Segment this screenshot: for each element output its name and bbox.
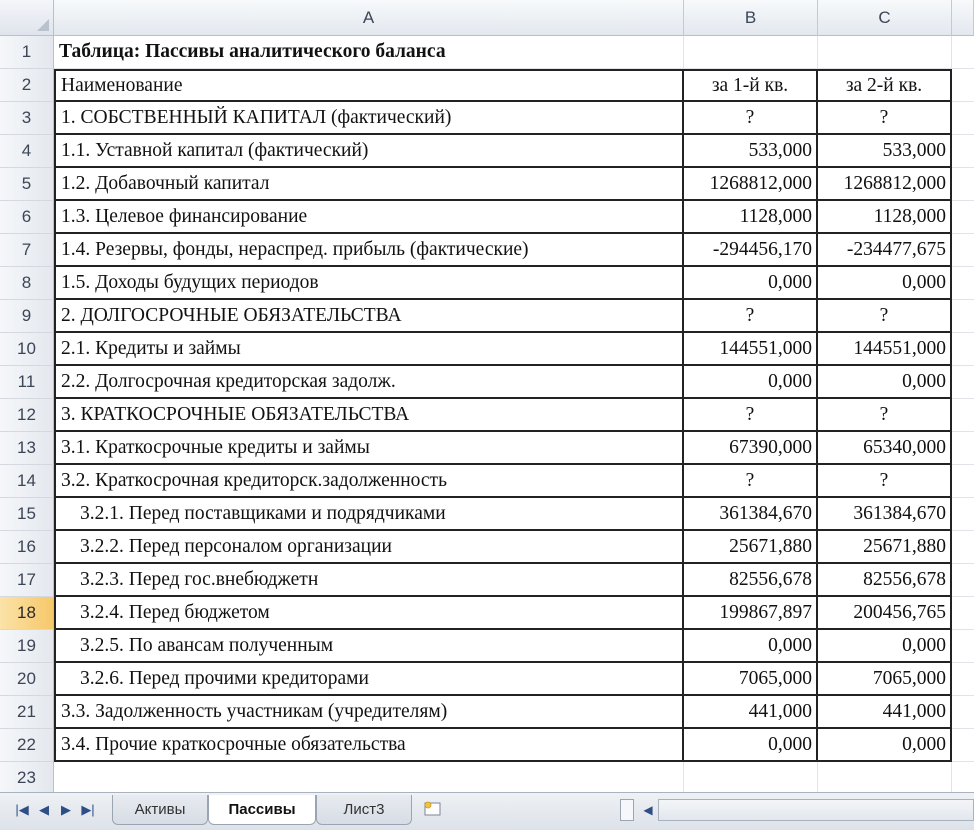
cell-b[interactable]: 144551,000 — [684, 333, 818, 366]
cell-c[interactable]: 0,000 — [818, 267, 952, 300]
row-header[interactable]: 18 — [0, 597, 54, 630]
cell-b[interactable]: -294456,170 — [684, 234, 818, 267]
row-header[interactable]: 11 — [0, 366, 54, 399]
table-row — [0, 564, 974, 597]
cell-c[interactable]: -234477,675 — [818, 234, 952, 267]
cell-b[interactable]: 1128,000 — [684, 201, 818, 234]
sheet-tab-passivy[interactable]: Пассивы — [208, 795, 316, 825]
table-row — [0, 498, 974, 531]
cell-a[interactable]: 1.2. Добавочный капитал — [54, 168, 684, 201]
row-header[interactable]: 1 — [0, 36, 54, 69]
row-header[interactable]: 8 — [0, 267, 54, 300]
cell-d[interactable] — [952, 531, 974, 564]
last-sheet-icon[interactable]: ▶| — [81, 802, 95, 817]
cell-b[interactable]: 7065,000 — [684, 663, 818, 696]
row-header[interactable]: 13 — [0, 432, 54, 465]
cell-a[interactable]: 2. ДОЛГОСРОЧНЫЕ ОБЯЗАТЕЛЬСТВА — [54, 300, 684, 333]
select-all-corner[interactable] — [0, 0, 54, 36]
scroll-left-icon[interactable]: ◀ — [643, 803, 653, 817]
row-header[interactable]: 23 — [0, 762, 54, 795]
cell-c[interactable]: 25671,880 — [818, 531, 952, 564]
cell-b[interactable]: 533,000 — [684, 135, 818, 168]
cell-d[interactable] — [952, 663, 974, 696]
cell-c[interactable] — [818, 762, 952, 795]
table-row — [0, 366, 974, 399]
cell-c[interactable]: 0,000 — [818, 366, 952, 399]
cell-d[interactable] — [952, 168, 974, 201]
cell-b[interactable]: ? — [684, 465, 818, 498]
row-header[interactable]: 22 — [0, 729, 54, 762]
cell-d[interactable] — [952, 333, 974, 366]
row-header[interactable]: 10 — [0, 333, 54, 366]
row-header[interactable]: 9 — [0, 300, 54, 333]
cell-a[interactable]: 1.4. Резервы, фонды, нераспред. прибыль (фактические) — [54, 234, 684, 267]
cell-a[interactable]: 3.2. Краткосрочная кредиторск.задолженность — [54, 465, 684, 498]
cell-c[interactable]: 144551,000 — [818, 333, 952, 366]
cell-c[interactable]: за 2-й кв. — [818, 69, 952, 102]
cell-d[interactable] — [952, 36, 974, 69]
cell-d[interactable] — [952, 399, 974, 432]
cell-d[interactable] — [952, 135, 974, 168]
table-row — [0, 729, 974, 762]
cell-d[interactable] — [952, 498, 974, 531]
column-header-c[interactable]: C — [818, 0, 952, 36]
cell-b[interactable]: 0,000 — [684, 366, 818, 399]
cell-a[interactable]: Таблица: Пассивы аналитического баланса — [54, 36, 684, 69]
cell-a[interactable]: 3.2.4. Перед бюджетом — [54, 597, 684, 630]
cell-b[interactable]: 0,000 — [684, 630, 818, 663]
row-header[interactable]: 5 — [0, 168, 54, 201]
cell-c[interactable]: 1128,000 — [818, 201, 952, 234]
cell-b[interactable]: 25671,880 — [684, 531, 818, 564]
cell-a[interactable]: 1. СОБСТВЕННЫЙ КАПИТАЛ (фактический) — [54, 102, 684, 135]
row-header[interactable]: 15 — [0, 498, 54, 531]
sheet-tab-list3[interactable]: Лист3 — [316, 795, 412, 825]
cell-b[interactable]: 441,000 — [684, 696, 818, 729]
cell-a[interactable]: 3.2.5. По авансам полученным — [54, 630, 684, 663]
table-row — [0, 597, 974, 630]
table-row — [0, 333, 974, 366]
column-header-b[interactable]: B — [684, 0, 818, 36]
cell-a[interactable]: 3.1. Краткосрочные кредиты и займы — [54, 432, 684, 465]
table-row — [0, 465, 974, 498]
cell-b[interactable] — [684, 36, 818, 69]
table-row — [0, 432, 974, 465]
cell-c[interactable] — [818, 36, 952, 69]
table-row — [0, 201, 974, 234]
cell-d[interactable] — [952, 564, 974, 597]
cell-c[interactable]: 200456,765 — [818, 597, 952, 630]
sheet-nav-buttons — [14, 801, 96, 819]
table-row — [0, 399, 974, 432]
row-header[interactable]: 7 — [0, 234, 54, 267]
cell-d[interactable] — [952, 465, 974, 498]
column-header-row — [0, 0, 974, 36]
cell-d[interactable] — [952, 300, 974, 333]
cell-a[interactable]: 1.1. Уставной капитал (фактический) — [54, 135, 684, 168]
next-sheet-icon[interactable]: ▶ — [61, 802, 71, 817]
row-header[interactable]: 2 — [0, 69, 54, 102]
table-row — [0, 762, 974, 795]
horizontal-scrollbar[interactable] — [658, 799, 974, 821]
cell-b[interactable]: 361384,670 — [684, 498, 818, 531]
row-header[interactable]: 3 — [0, 102, 54, 135]
sheet-tab-aktivy[interactable]: Активы — [112, 795, 208, 825]
row-header[interactable]: 16 — [0, 531, 54, 564]
row-header[interactable]: 14 — [0, 465, 54, 498]
first-sheet-icon[interactable]: |◀ — [15, 802, 29, 817]
cell-d[interactable] — [952, 267, 974, 300]
cell-a[interactable]: 1.5. Доходы будущих периодов — [54, 267, 684, 300]
table-row — [0, 69, 974, 102]
horizontal-split-handle[interactable] — [620, 799, 634, 821]
cell-d[interactable] — [952, 366, 974, 399]
table-row — [0, 135, 974, 168]
cell-b[interactable]: ? — [684, 102, 818, 135]
table-row — [0, 531, 974, 564]
column-header-a[interactable]: A — [54, 0, 684, 36]
cell-b[interactable]: 67390,000 — [684, 432, 818, 465]
table-row — [0, 36, 974, 69]
cell-d[interactable] — [952, 762, 974, 795]
insert-sheet-glyph — [422, 800, 444, 818]
cell-b[interactable]: ? — [684, 399, 818, 432]
cell-c[interactable]: ? — [818, 399, 952, 432]
table-row — [0, 102, 974, 135]
cell-d[interactable] — [952, 69, 974, 102]
cell-a[interactable]: 3.3. Задолженность участникам (учредителям) — [54, 696, 684, 729]
row-header[interactable]: 17 — [0, 564, 54, 597]
cell-a[interactable] — [54, 762, 684, 795]
sheet-tab-bar — [0, 792, 974, 830]
cell-b[interactable]: ? — [684, 300, 818, 333]
cell-d[interactable] — [952, 696, 974, 729]
cell-d[interactable] — [952, 630, 974, 663]
cell-a[interactable]: 3.2.6. Перед прочими кредиторами — [54, 663, 684, 696]
cell-b[interactable]: 199867,897 — [684, 597, 818, 630]
prev-sheet-icon[interactable]: ◀ — [39, 802, 49, 817]
cell-b[interactable]: 0,000 — [684, 729, 818, 762]
cell-a[interactable]: 3. КРАТКОСРОЧНЫЕ ОБЯЗАТЕЛЬСТВА — [54, 399, 684, 432]
cell-b[interactable] — [684, 762, 818, 795]
cell-c[interactable]: 1268812,000 — [818, 168, 952, 201]
column-header-d[interactable] — [952, 0, 974, 36]
row-header[interactable]: 19 — [0, 630, 54, 663]
cell-a[interactable]: 1.3. Целевое финансирование — [54, 201, 684, 234]
table-row — [0, 300, 974, 333]
cell-c[interactable]: 7065,000 — [818, 663, 952, 696]
cell-c[interactable]: ? — [818, 102, 952, 135]
table-row — [0, 234, 974, 267]
cell-d[interactable] — [952, 597, 974, 630]
cell-d[interactable] — [952, 729, 974, 762]
table-row — [0, 663, 974, 696]
insert-sheet-icon[interactable] — [420, 797, 446, 821]
cell-c[interactable]: 0,000 — [818, 729, 952, 762]
cell-c[interactable]: ? — [818, 465, 952, 498]
cell-c[interactable]: 65340,000 — [818, 432, 952, 465]
cell-d[interactable] — [952, 102, 974, 135]
row-header[interactable]: 21 — [0, 696, 54, 729]
row-header[interactable]: 4 — [0, 135, 54, 168]
cell-d[interactable] — [952, 201, 974, 234]
cell-a[interactable]: 3.4. Прочие краткосрочные обязательства — [54, 729, 684, 762]
cell-c[interactable]: ? — [818, 300, 952, 333]
table-row — [0, 696, 974, 729]
row-header[interactable]: 20 — [0, 663, 54, 696]
cell-d[interactable] — [952, 234, 974, 267]
cell-c[interactable]: 533,000 — [818, 135, 952, 168]
cell-a[interactable]: 3.2.2. Перед персоналом организации — [54, 531, 684, 564]
cell-a[interactable]: 2.2. Долгосрочная кредиторская задолж. — [54, 366, 684, 399]
cell-b[interactable]: 0,000 — [684, 267, 818, 300]
cell-c[interactable]: 441,000 — [818, 696, 952, 729]
cell-a[interactable]: 3.2.3. Перед гос.внебюджетн — [54, 564, 684, 597]
table-row — [0, 630, 974, 663]
cell-b[interactable]: за 1-й кв. — [684, 69, 818, 102]
table-row — [0, 267, 974, 300]
row-header[interactable]: 12 — [0, 399, 54, 432]
cell-c[interactable]: 361384,670 — [818, 498, 952, 531]
cell-a[interactable]: 3.2.1. Перед поставщиками и подрядчиками — [54, 498, 684, 531]
cell-c[interactable]: 82556,678 — [818, 564, 952, 597]
cell-a[interactable]: 2.1. Кредиты и займы — [54, 333, 684, 366]
cell-c[interactable]: 0,000 — [818, 630, 952, 663]
table-row — [0, 168, 974, 201]
cell-d[interactable] — [952, 432, 974, 465]
cell-b[interactable]: 82556,678 — [684, 564, 818, 597]
cell-a[interactable]: Наименование — [54, 69, 684, 102]
cell-b[interactable]: 1268812,000 — [684, 168, 818, 201]
row-header[interactable]: 6 — [0, 201, 54, 234]
